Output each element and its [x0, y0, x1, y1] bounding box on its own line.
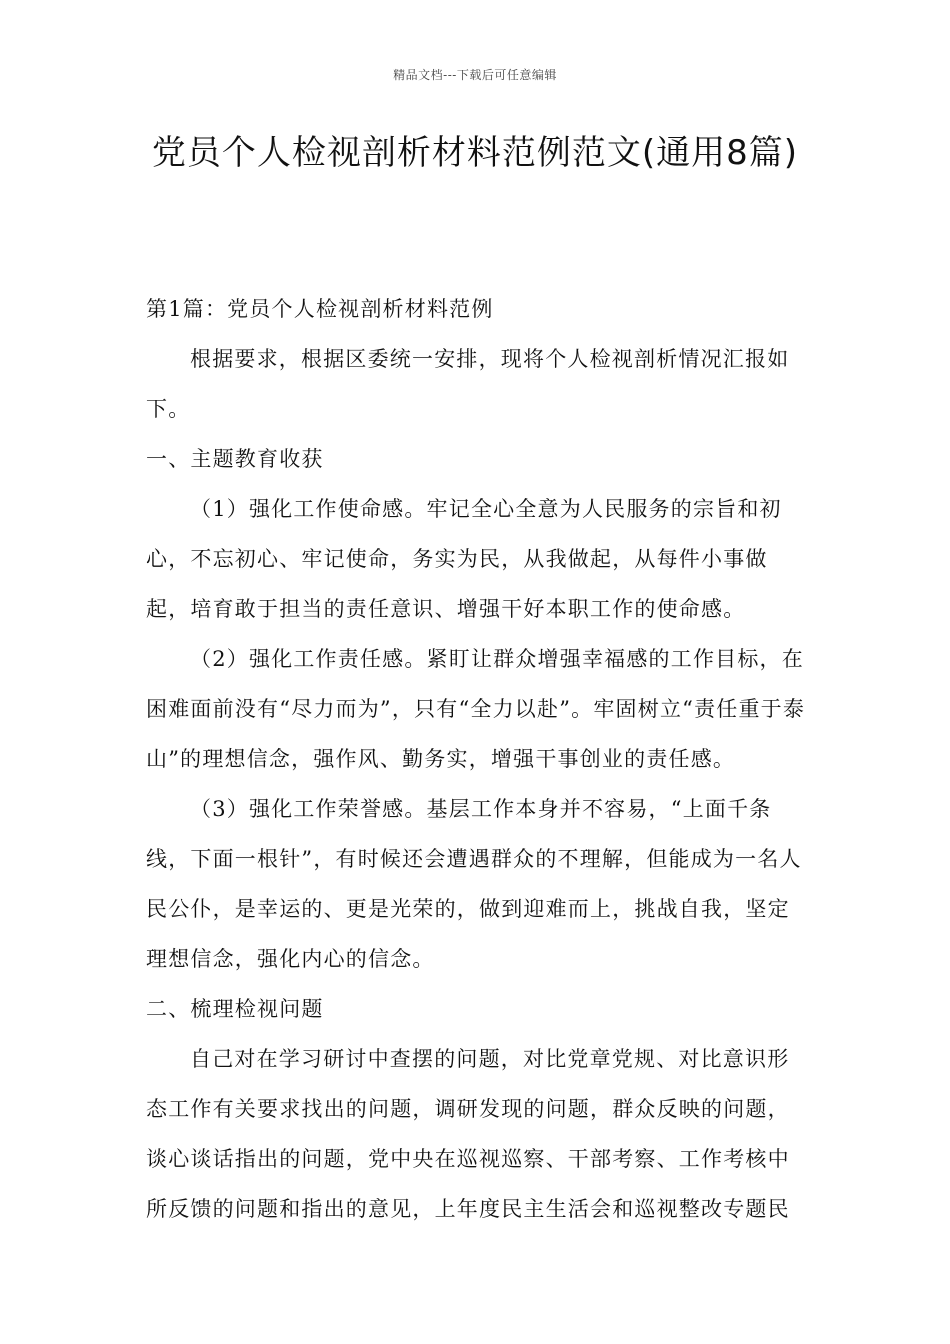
section-heading-2: 二、梳理检视问题: [146, 997, 324, 1021]
document-body: [146, 284, 810, 1234]
list-item-3: （3）强化工作荣誉感。基层工作本身并不容易，“上面千条线，下面一根针”，有时候还会遭遇群众的不理解，但能成为一名人民公仆，是幸运的、更是光荣的，做到迎难而上，挑战自我，坚定理想信念，强化内心的信念。: [146, 797, 802, 971]
section-heading-1: 一、主题教育收获: [146, 447, 324, 471]
header-note: 精品文档---下载后可任意编辑: [393, 68, 557, 82]
article-heading: 第1篇：党员个人检视剖析材料范例: [146, 297, 494, 321]
intro-paragraph: 根据要求，根据区委统一安排，现将个人检视剖析情况汇报如下。: [146, 347, 790, 421]
list-item-2: （2）强化工作责任感。紧盯让群众增强幸福感的工作目标，在困难面前没有“尽力而为”，只有“全力以赴”。牢固树立“责任重于泰山”的理想信念，强作风、勤务实，增强干事创业的责任感。: [146, 647, 806, 771]
document-title: 党员个人检视剖析材料范例范文(通用8篇): [151, 133, 799, 173]
section2-paragraph: 自己对在学习研讨中查摆的问题，对比党章党规、对比意识形态工作有关要求找出的问题，调研发现的问题，群众反映的问题，谈心谈话指出的问题，党中央在巡视巡察、干部考察、工作考核中所反馈的问题和指出的意见，上年度民主生活会和巡视整改专题民: [146, 1047, 790, 1221]
list-item-1: （1）强化工作使命感。牢记全心全意为人民服务的宗旨和初心，不忘初心、牢记使命，务实为民，从我做起，从每件小事做起，培育敢于担当的责任意识、增强干好本职工作的使命感。: [146, 497, 782, 621]
